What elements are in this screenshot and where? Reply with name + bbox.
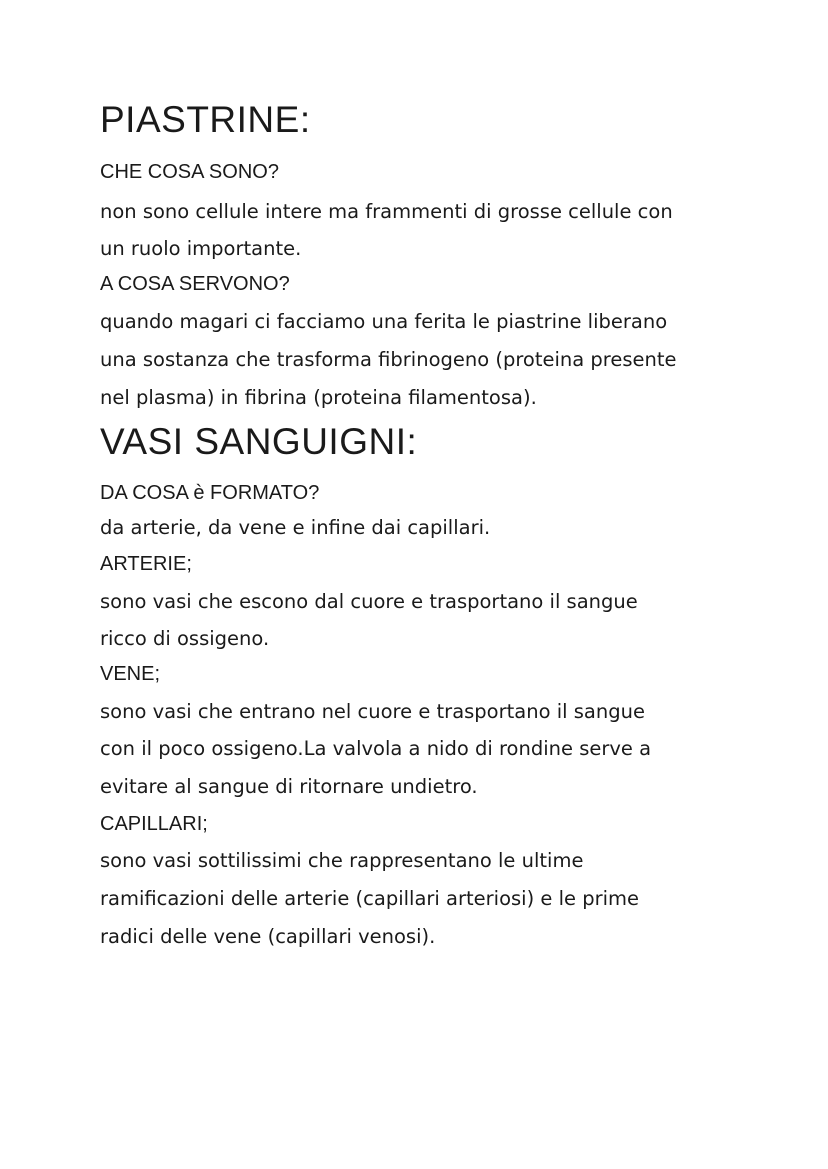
answer-line: quando magari ci facciamo una ferita le piastrine liberano [100, 310, 668, 333]
answer-line: nel plasma) in fibrina (proteina filamentosa). [100, 386, 537, 409]
answer-line: sono vasi sottilissimi che rappresentano le ultime [100, 849, 584, 872]
answer-line: da arterie, da vene e infine dai capillari. [100, 516, 491, 539]
answer-line: sono vasi che entrano nel cuore e trasportano il sangue [100, 700, 645, 723]
subheading-capillari: CAPILLARI; [100, 813, 208, 835]
section-title-piastrine: PIASTRINE: [100, 99, 311, 140]
answer-line: ramificazioni delle arterie (capillari arteriosi) e le prime [100, 887, 640, 910]
subheading-vene: VENE; [100, 663, 161, 685]
answer-line: con il poco ossigeno.La valvola a nido di rondine serve a [100, 737, 652, 760]
question-che-cosa-sono: CHE COSA SONO? [100, 161, 279, 183]
section-title-vasi-sanguigni: VASI SANGUIGNI: [100, 421, 418, 462]
question-da-cosa-e-formato: DA COSA è FORMATO? [100, 482, 320, 504]
answer-line: ricco di ossigeno. [100, 627, 270, 650]
answer-line: evitare al sangue di ritornare undietro. [100, 775, 478, 798]
answer-line: un ruolo importante. [100, 237, 302, 260]
answer-line: non sono cellule intere ma frammenti di grosse cellule con [100, 200, 673, 223]
subheading-arterie: ARTERIE; [100, 553, 192, 575]
answer-line: una sostanza che trasforma fibrinogeno (proteina presente [100, 348, 677, 371]
question-a-cosa-servono: A COSA SERVONO? [100, 273, 290, 295]
answer-line: radici delle vene (capillari venosi). [100, 925, 436, 948]
answer-line: sono vasi che escono dal cuore e trasportano il sangue [100, 590, 638, 613]
